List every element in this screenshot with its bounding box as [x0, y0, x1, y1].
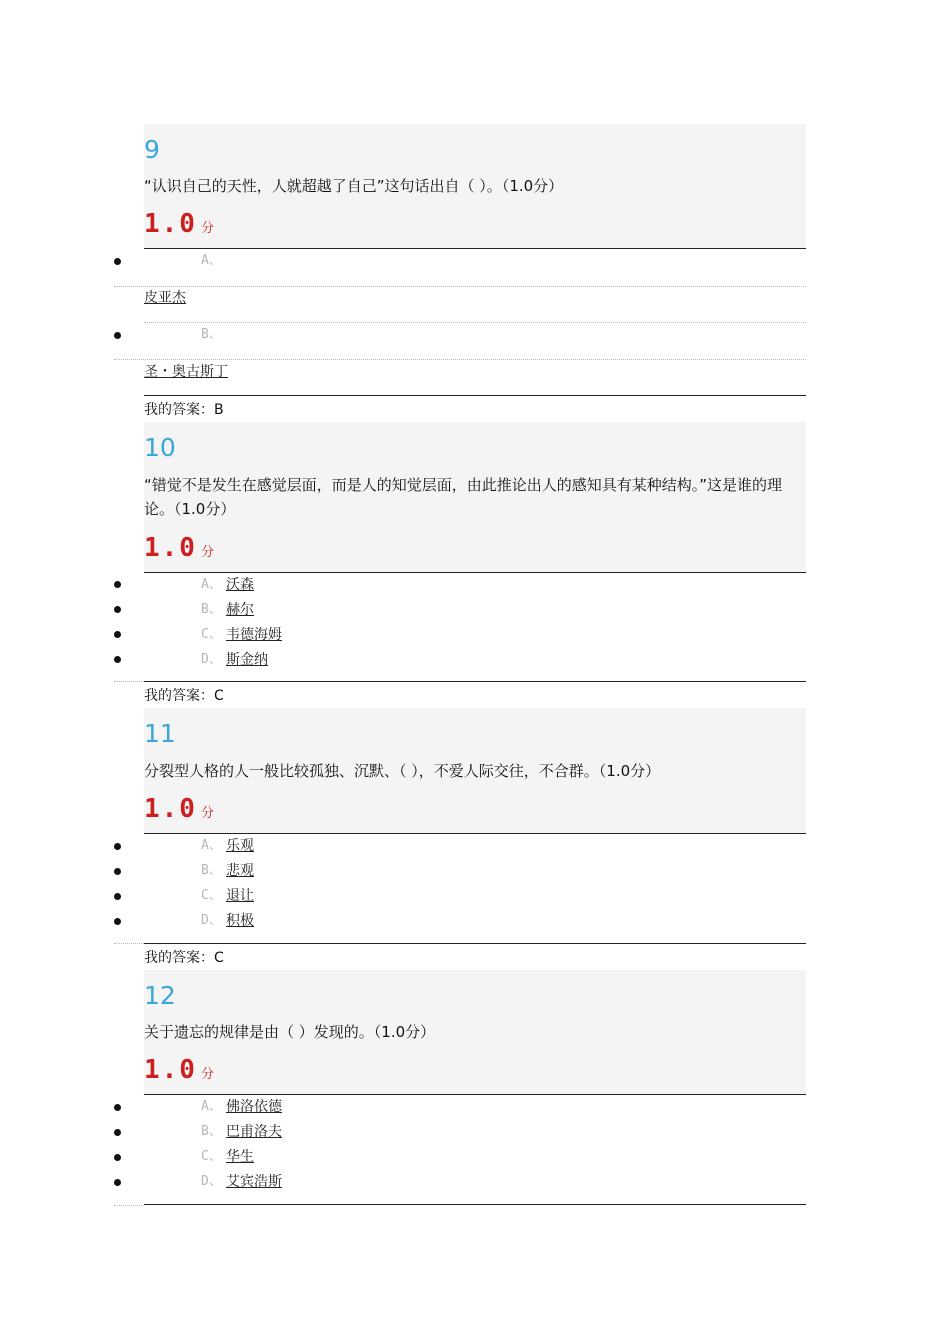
- question-text: “认识自己的天性，人就超越了自己”这句话出自（ ）。（1.0分）: [144, 177, 564, 195]
- bullet-icon: [114, 843, 121, 850]
- bullet-icon: [114, 868, 121, 875]
- score-value: 1.0: [144, 1055, 197, 1085]
- score-value: 1.0: [144, 794, 197, 824]
- question-number: 10: [144, 433, 176, 462]
- option-letter: C、: [201, 1149, 222, 1164]
- score-value: 1.0: [144, 533, 197, 563]
- divider: [144, 572, 806, 573]
- option-a[interactable]: 沃森: [226, 577, 254, 593]
- option-d[interactable]: 斯金纳: [226, 652, 268, 668]
- option-letter: B、: [201, 602, 222, 617]
- option-b[interactable]: 巴甫洛夫: [226, 1124, 282, 1140]
- dotted-divider: [114, 359, 806, 360]
- option-letter: D、: [201, 1174, 222, 1189]
- bullet-icon: [114, 918, 121, 925]
- question-header-11: [144, 708, 806, 833]
- option-a[interactable]: 皮亚杰: [144, 290, 186, 306]
- option-letter: B、: [201, 1124, 222, 1139]
- bullet-icon: [114, 631, 121, 638]
- option-letter: A、: [201, 838, 222, 853]
- question-number: 11: [144, 719, 176, 748]
- bullet-icon: [114, 1179, 121, 1186]
- option-c[interactable]: 华生: [226, 1149, 254, 1165]
- option-letter: B、: [201, 863, 222, 878]
- question-score: [144, 795, 214, 828]
- option-b[interactable]: 赫尔: [226, 602, 254, 618]
- option-c[interactable]: 退让: [226, 888, 254, 904]
- option-letter: A、: [201, 253, 222, 268]
- question-text: 分裂型人格的人一般比较孤独、沉默、（ ），不爱人际交往，不合群。（1.0分）: [144, 762, 661, 780]
- option-a[interactable]: 佛洛依德: [226, 1099, 282, 1115]
- my-answer: 我的答案：C: [144, 950, 224, 966]
- dotted-divider: [144, 322, 806, 323]
- question-number: 12: [144, 981, 176, 1010]
- bullet-icon: [114, 893, 121, 900]
- score-unit: 分: [200, 806, 214, 821]
- question-number: 9: [144, 135, 160, 164]
- question-header-12: [144, 970, 806, 1094]
- divider: [144, 1094, 806, 1095]
- option-letter: A、: [201, 1099, 222, 1114]
- divider: [144, 833, 806, 834]
- score-unit: 分: [200, 1067, 214, 1082]
- bullet-icon: [114, 581, 121, 588]
- divider: [144, 943, 806, 944]
- question-text: 关于遗忘的规律是由（ ）发现的。（1.0分）: [144, 1023, 436, 1041]
- question-header-10: [144, 422, 806, 572]
- question-score: [144, 1056, 214, 1089]
- option-b[interactable]: 悲观: [226, 863, 254, 879]
- question-header-9: [144, 124, 806, 248]
- question-text: “错觉不是发生在感觉层面，而是人的知觉层面，由此推论出人的感知具有某种结构。”这是谁的理论。（1.0分）: [144, 476, 783, 518]
- divider: [144, 248, 806, 249]
- bullet-icon: [114, 606, 121, 613]
- bullet-icon: [114, 258, 121, 265]
- option-letter: D、: [201, 913, 222, 928]
- bullet-icon: [114, 332, 121, 339]
- option-letter: C、: [201, 888, 222, 903]
- dotted-divider: [114, 681, 144, 682]
- option-letter: B、: [201, 327, 222, 342]
- bullet-icon: [114, 656, 121, 663]
- question-score: [144, 534, 214, 567]
- bullet-icon: [114, 1104, 121, 1111]
- bullet-icon: [114, 1154, 121, 1161]
- score-unit: 分: [200, 221, 214, 236]
- option-c[interactable]: 韦德海姆: [226, 627, 282, 643]
- my-answer: 我的答案：C: [144, 688, 224, 704]
- divider: [144, 681, 806, 682]
- question-score: [144, 210, 214, 243]
- option-letter: C、: [201, 627, 222, 642]
- dotted-divider: [114, 1205, 144, 1206]
- score-value: 1.0: [144, 209, 197, 239]
- my-answer: 我的答案：B: [144, 402, 224, 418]
- score-unit: 分: [200, 545, 214, 560]
- option-a[interactable]: 乐观: [226, 838, 254, 854]
- dotted-divider: [114, 286, 806, 287]
- bullet-icon: [114, 1129, 121, 1136]
- option-b[interactable]: 圣・奥古斯丁: [144, 364, 228, 380]
- option-letter: A、: [201, 577, 222, 592]
- divider: [144, 1204, 806, 1205]
- dotted-divider: [114, 943, 144, 944]
- option-d[interactable]: 积极: [226, 913, 254, 929]
- option-letter: D、: [201, 652, 222, 667]
- divider: [144, 395, 806, 396]
- option-d[interactable]: 艾宾浩斯: [226, 1174, 282, 1190]
